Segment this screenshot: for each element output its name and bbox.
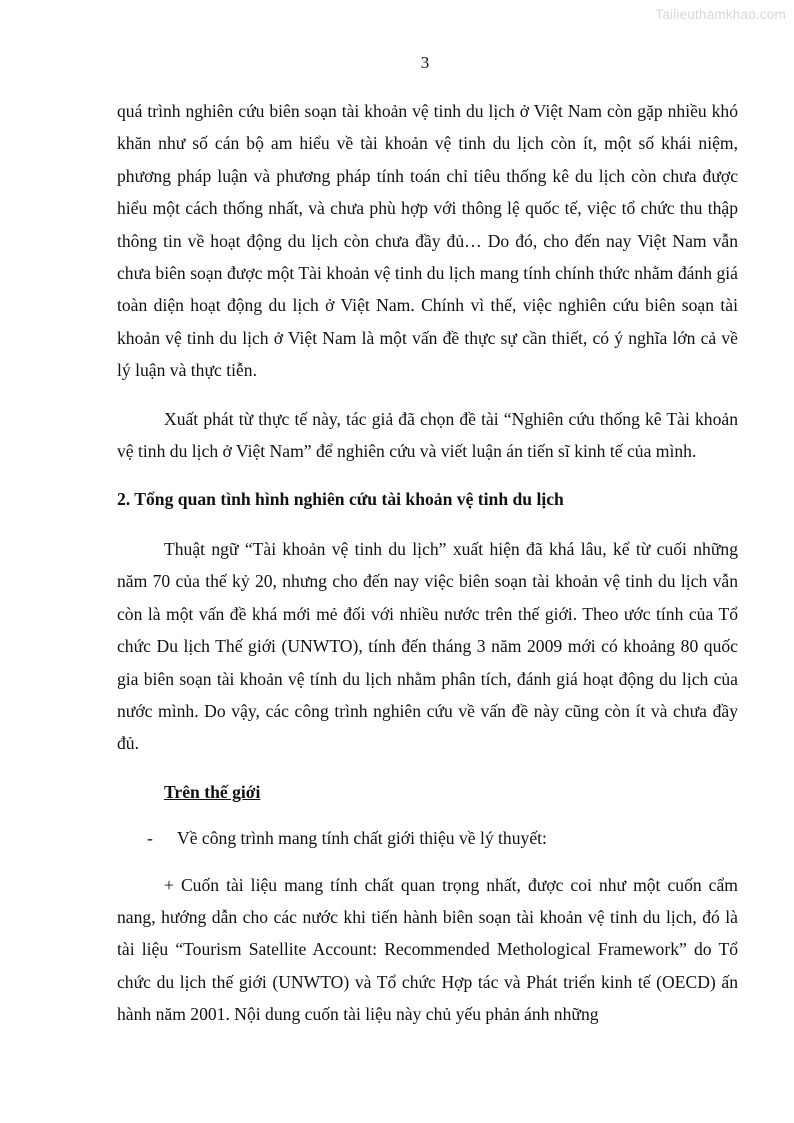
subsection-heading: Trên thế giới [164,781,261,802]
document-body [117,95,738,1047]
watermark-text: Tailieuthamkhao.com [655,7,786,22]
bullet-item [147,822,738,854]
section-heading: 2. Tổng quan tình hình nghiên cứu tài khoản vệ tinh du lịch [117,489,564,510]
paragraph-reference: + Cuốn tài liệu mang tính chất quan trọng nhất, được coi như một cuốn cẩm nang, hướng dẫn cho các nước khi tiến hành biên soạn tài khoản vệ tinh du lịch, đó là tài liệu “Tourism Satellite Account: Recommended Methological Framework” do Tổ chức du lịch thế giới (UNWTO) và Tổ chức Hợp tác và Phát triển kinh tế (OECD) ấn hành năm 2001. Nội dung cuốn tài liệu này chủ yếu phản ánh những [117,874,738,1025]
paragraph-topic-choice: Xuất phát từ thực tế này, tác giả đã chọn đề tài “Nghiên cứu thống kê Tài khoản vệ tinh du lịch ở Việt Nam” để nghiên cứu và viết luận án tiến sĩ kinh tế của mình. [117,408,738,462]
paragraph-continuation: quá trình nghiên cứu biên soạn tài khoản vệ tinh du lịch ở Việt Nam còn gặp nhiều khó khăn như số cán bộ am hiểu về tài khoản vệ tinh du lịch còn ít, một số khái niệm, phương pháp luận và phương pháp tính toán chỉ tiêu thống kê du lịch còn chưa được hiểu một cách thống nhất, và chưa phù hợp với thông lệ quốc tế, việc tổ chức thu thập thông tin về hoạt động du lịch còn chưa đầy đủ… Do đó, cho đến nay Việt Nam vẫn chưa biên soạn được một Tài khoản vệ tinh du lịch mang tính chính thức nhằm đánh giá toàn diện hoạt động du lịch ở Việt Nam. Chính vì thế, việc nghiên cứu biên soạn tài khoản vệ tinh du lịch ở Việt Nam là một vấn đề thực sự cần thiết, có ý nghĩa lớn cả về lý luận và thực tiễn. [117,101,738,381]
page-number: 3 [420,53,430,72]
bullet-text: Về công trình mang tính chất giới thiệu về lý thuyết: [177,828,547,849]
paragraph-overview: Thuật ngữ “Tài khoản vệ tinh du lịch” xuất hiện đã khá lâu, kể từ cuối những năm 70 của thế kỷ 20, nhưng cho đến nay việc biên soạn tài khoản vệ tinh du lịch vẫn còn là một vấn đề khá mới mẻ đối với nhiều nước trên thế giới. Theo ước tính của Tổ chức Du lịch Thế giới (UNWTO), tính đến tháng 3 năm 2009 mới có khoảng 80 quốc gia biên soạn tài khoản vệ tính du lịch nhằm phân tích, đánh giá hoạt động du lịch của nước mình. Do vậy, các công trình nghiên cứu về vấn đề này cũng còn ít và chưa đầy đủ. [117,538,738,754]
bullet-dash: - [147,828,153,849]
